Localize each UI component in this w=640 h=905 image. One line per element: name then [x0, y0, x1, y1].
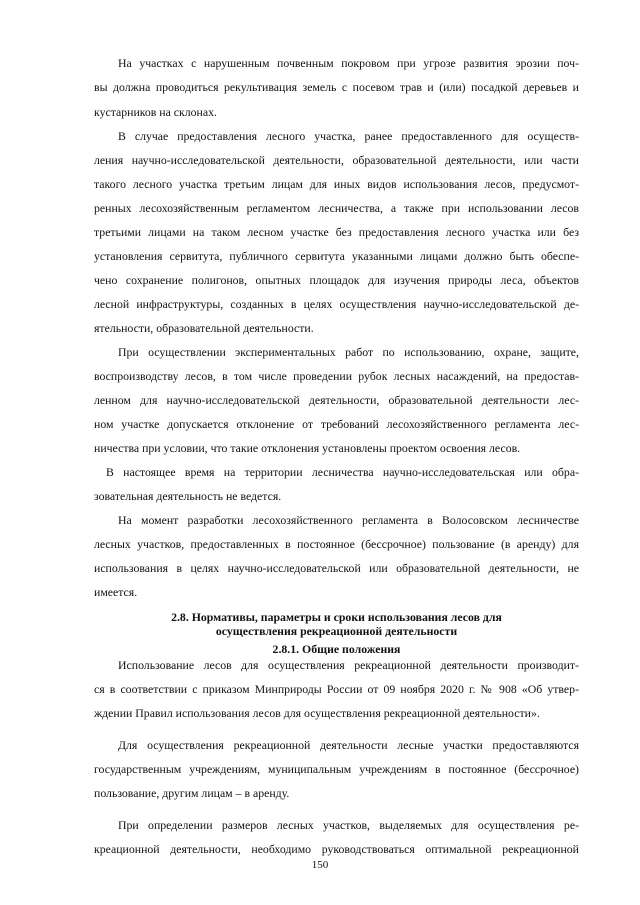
paragraph-line: При определении размеров лесных участков, выделяемых для осуществления ре- [118, 818, 579, 832]
paragraph-line: Использование лесов для осуществления рекреационной деятельности производит- [118, 658, 579, 672]
paragraph-line: ренных лесохозяйственным регламентом лесничества, а также при использовании лесов [94, 201, 579, 215]
paragraph-line: ления научно-исследовательской деятельности, образовательной деятельности, или части [94, 153, 579, 167]
paragraph-line: зовательная деятельность не ведется. [94, 489, 282, 503]
paragraph-line: такого лесного участка третьим лицам для иных видов использования лесов, предусмот- [94, 177, 579, 191]
paragraph-line: На участках с нарушенным почвенным покровом при угрозе развития эрозии поч- [118, 56, 579, 70]
subsection-heading: 2.8.1. Общие положения [272, 642, 401, 656]
paragraph-line: имеется. [94, 585, 138, 599]
paragraph-line: государственным учреждениям, муниципальным учреждениям в постоянное (бессрочное) [94, 762, 579, 776]
paragraph-line: креационной деятельности, необходимо руководствоваться оптимальной рекреационной [94, 842, 579, 856]
paragraph-line: лесной инфраструктуры, созданных в целях осуществления научно-исследовательской де- [94, 297, 579, 311]
paragraph-line: чено сохранение полигонов, опытных площадок для изучения природы леса, объектов [94, 273, 579, 287]
paragraph-line: В настоящее время на территории лесничества научно-исследовательская или обра- [106, 465, 579, 479]
paragraph-line: На момент разработки лесохозяйственного регламента в Волосовском лесничестве [118, 513, 579, 527]
section-heading: 2.8. Нормативы, параметры и сроки использования лесов для [171, 610, 502, 624]
paragraph-line: лесных участков, предоставленных в постоянное (бессрочное) пользование (в аренду) для [94, 537, 579, 551]
paragraph-line: ждении Правил использования лесов для осуществления рекреационной деятельности». [94, 706, 540, 720]
paragraph-line: При осуществлении экспериментальных работ по использованию, охране, защите, [118, 345, 579, 359]
paragraph-line: использования в целях научно-исследовательской или образовательной деятельности, не [94, 561, 579, 575]
paragraph-line: ся в соответствии с приказом Минприроды России от 09 ноября 2020 г. № 908 «Об утвер- [94, 682, 579, 696]
paragraph-line: ятельности, образовательной деятельности. [94, 321, 314, 335]
paragraph-line: ничества при условии, что такие отклонения установлены проектом освоения лесов. [94, 441, 521, 455]
paragraph-line: пользование, другим лицам – в аренду. [94, 786, 290, 800]
paragraph-line: установления сервитута, публичного сервитута указанными лицами должно быть обеспе- [94, 249, 579, 263]
paragraph-line: Для осуществления рекреационной деятельности лесные участки предоставляются [118, 738, 579, 752]
paragraph-line: ленном для научно-исследовательской деятельности, образовательной деятельности лес- [94, 393, 579, 407]
page-number: 150 [311, 859, 329, 871]
section-heading: осуществления рекреационной деятельности [215, 624, 458, 638]
paragraph-line: вы должна проводиться рекультивация земель с посевом трав и (или) посадкой деревьев и [94, 80, 579, 94]
paragraph-line: третьими лицами на таком лесном участке без предоставления лесного участка или без [94, 225, 579, 239]
paragraph-line: В случае предоставления лесного участка, ранее предоставленного для осуществ- [118, 129, 579, 143]
paragraph-line: кустарников на склонах. [94, 105, 217, 119]
paragraph-line: ном участке допускается отклонение от требований лесохозяйственного регламента лес- [94, 417, 579, 431]
paragraph-line: воспроизводству лесов, в том числе проведении рубок лесных насаждений, на предостав- [94, 369, 579, 383]
